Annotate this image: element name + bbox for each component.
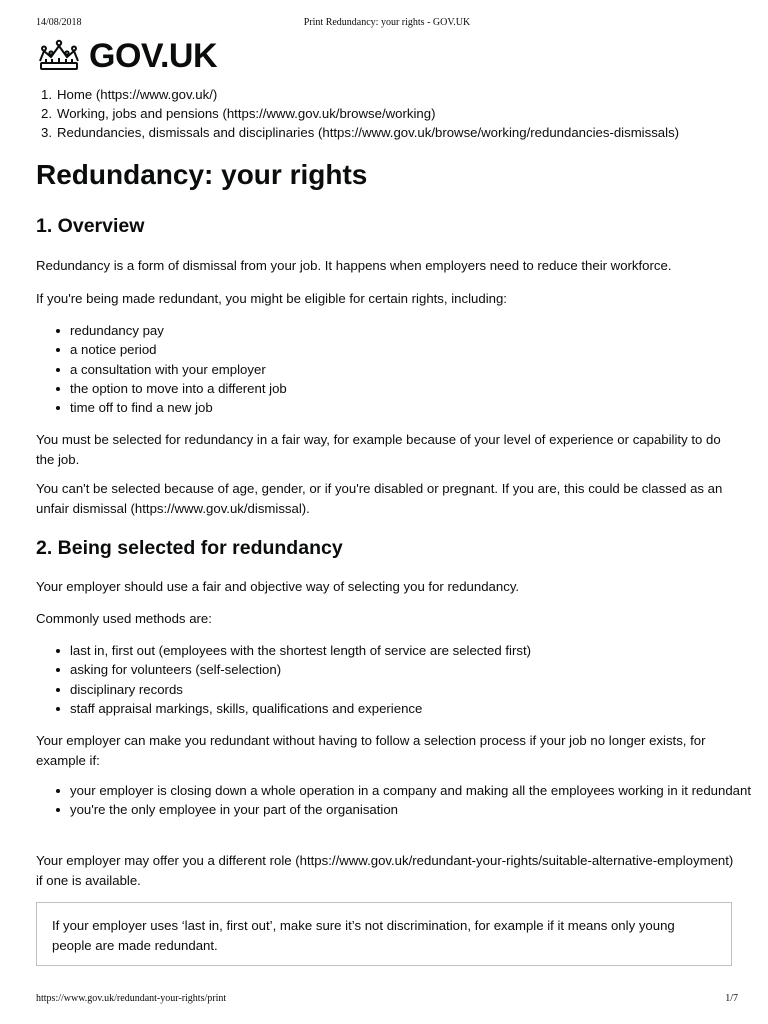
paragraph: You can't be selected because of age, gender, or if you're disabled or pregnant. If you are, this could be classed as an unfair dismissal (https://www.gov.uk/dismissal).	[36, 481, 723, 516]
logo-text: GOV.UK	[89, 37, 218, 75]
breadcrumb-item-redundancies[interactable]	[36, 123, 679, 142]
print-title: Print Redundancy: your rights - GOV.UK	[303, 17, 471, 28]
list-item: redundancy pay	[70, 321, 768, 340]
breadcrumb-item-working[interactable]	[36, 104, 679, 123]
print-url: https://www.gov.uk/redundant-your-rights/print	[36, 993, 227, 1004]
breadcrumb-number: 1.	[41, 87, 52, 102]
paragraph: Your employer can make you redundant without having to follow a selection process if your job no longer exists, for example if:	[36, 733, 706, 768]
paragraph: Redundancy is a form of dismissal from your job. It happens when employers need to reduce their workforce.	[36, 258, 672, 273]
list-item: time off to find a new job	[70, 398, 768, 417]
list-item: asking for volunteers (self-selection)	[70, 660, 768, 679]
list-item: disciplinary records	[70, 680, 768, 699]
print-header	[36, 17, 738, 31]
methods-list	[36, 641, 768, 718]
rights-list	[36, 321, 768, 417]
callout-box	[36, 902, 732, 966]
govuk-logo[interactable]	[36, 36, 217, 76]
breadcrumb-url: (https://www.gov.uk/browse/working)	[222, 106, 436, 121]
page-number: 1/7	[725, 993, 738, 1004]
breadcrumb-label[interactable]: Working, jobs and pensions	[57, 106, 219, 121]
section-heading-overview: 1. Overview	[36, 215, 145, 237]
breadcrumb-url: (https://www.gov.uk/browse/working/redundancies-dismissals)	[317, 125, 680, 140]
breadcrumb-number: 2.	[41, 106, 52, 121]
list-item: your employer is closing down a whole operation in a company and making all the employees working in it redundant	[70, 781, 768, 800]
print-footer	[36, 993, 738, 1007]
paragraph: Commonly used methods are:	[36, 611, 212, 626]
list-item: a consultation with your employer	[70, 360, 768, 379]
list-item: last in, first out (employees with the shortest length of service are selected first)	[70, 641, 768, 660]
crown-icon	[36, 39, 82, 73]
list-item: staff appraisal markings, skills, qualifications and experience	[70, 699, 768, 718]
examples-list	[36, 781, 768, 820]
breadcrumb-label[interactable]: Home	[57, 87, 93, 102]
breadcrumb	[36, 85, 679, 142]
section-heading-being-selected: 2. Being selected for redundancy	[36, 537, 343, 559]
breadcrumb-url: (https://www.gov.uk/)	[95, 87, 218, 102]
paragraph: You must be selected for redundancy in a fair way, for example because of your level of experience or capability to do the job.	[36, 432, 721, 467]
breadcrumb-item-home[interactable]	[36, 85, 679, 104]
callout-text: If your employer uses ‘last in, first out’, make sure it’s not discrimination, for example if it means only young people are made redundant.	[52, 918, 675, 953]
list-item: a notice period	[70, 340, 768, 359]
list-item: the option to move into a different job	[70, 379, 768, 398]
page-title: Redundancy: your rights	[36, 159, 368, 190]
paragraph: Your employer should use a fair and objective way of selecting you for redundancy.	[36, 579, 520, 594]
breadcrumb-label[interactable]: Redundancies, dismissals and disciplinaries	[57, 125, 315, 140]
breadcrumb-number: 3.	[41, 125, 52, 140]
paragraph: Your employer may offer you a different role (https://www.gov.uk/redundant-your-rights/suitable-alternative-employment) if one is available.	[36, 853, 734, 888]
list-item: you're the only employee in your part of the organisation	[70, 800, 768, 819]
paragraph: If you're being made redundant, you might be eligible for certain rights, including:	[36, 291, 507, 306]
print-date: 14/08/2018	[36, 17, 82, 28]
